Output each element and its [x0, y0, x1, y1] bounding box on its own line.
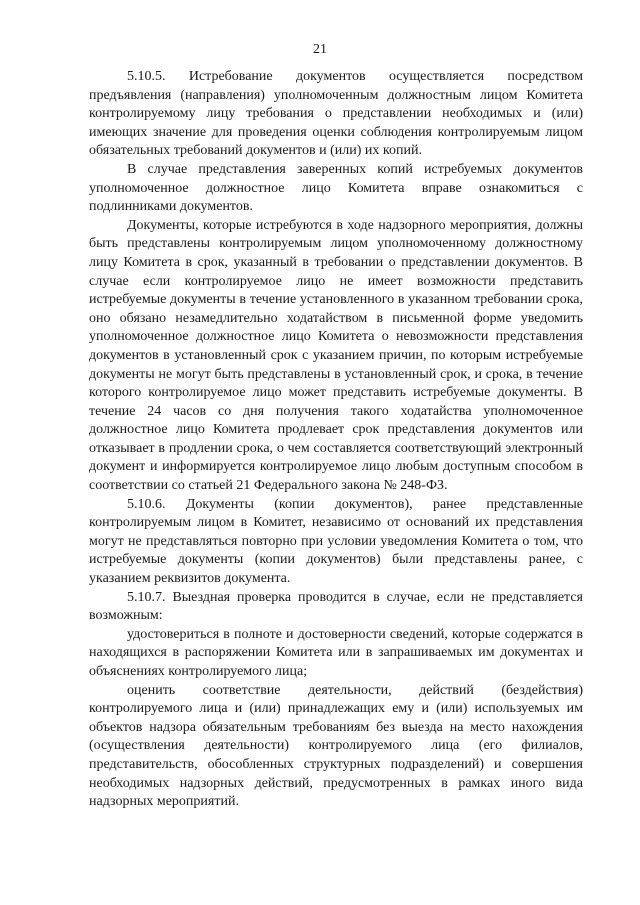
paragraph-5-10-5: 5.10.5. Истребование документов осуществляется посредством предъявления (направления) уполномоченным должностным лицом Комитета контролируемому лицу требования о представлении необходимых и (или) имеющих значение для проведения оценки соблюдения контролируемым лицом обязательных требований документов и (или) их копий.	[89, 69, 583, 159]
paragraph-certified-copies: В случае представления заверенных копий истребуемых документов уполномоченное должностное лицо Комитета вправе ознакомиться с подлинниками документов.	[89, 161, 583, 215]
paragraph-assess-compliance: оценить соответствие деятельности, действий (бездействия) контролируемого лица и (или) принадлежащих ему и (или) используемых им объектов надзора обязательным требованиям без выезда на место нахождения (осуществления деятельности) контролируемого лица (его филиалов, представительств, обособленных структурных подразделений) и совершения необходимых надзорных действий, предусмотренных в рамках иного вида надзорных мероприятий.	[89, 682, 583, 810]
paragraph-verify-completeness: удостовериться в полноте и достоверности сведений, которые содержатся в находящихся в распоряжении Комитета или в запрашиваемых им документах и объяснениях контролируемого лица;	[89, 626, 583, 679]
page-number: 21	[313, 42, 327, 57]
paragraph-documents-deadline: Документы, которые истребуются в ходе надзорного мероприятия, должны быть представлены контролируемым лицом уполномоченному должностному лицу Комитета в срок, указанный в требовании о представлении документов. В случае если контролируемое лицо не имеет возможности представить истребуемые документы в течение установленного в указанном требовании срока, оно обязано незамедлительно ходатайством в письменной форме уведомить уполномоченное должностное лицо Комитета о невозможности представления документов в установленный срок с указанием причин, по которым истребуемые документы не могут быть представлены в установленный срок, и срока, в течение которого контролируемое лицо может представить истребуемые документы. В течение 24 часов со дня получения такого ходатайства уполномоченное должностное лицо Комитета продлевает срок представления документов или отказывает в продлении срока, о чем составляется соответствующий электронный документ и информируется контролируемое лицо любым доступным способом в соответствии со статьей 21 Федерального закона № 248-ФЗ.	[89, 217, 583, 494]
document-body	[89, 68, 583, 812]
paragraph-5-10-6: 5.10.6. Документы (копии документов), ранее представленные контролируемым лицом в Комитет, независимо от оснований их представления могут не представляться повторно при условии уведомления Комитета о том, что истребуемые документы (копии документов) были представлены ранее, с указанием реквизитов документа.	[89, 496, 583, 587]
paragraph-5-10-7: 5.10.7. Выездная проверка проводится в случае, если не представляется возможным:	[89, 589, 583, 624]
